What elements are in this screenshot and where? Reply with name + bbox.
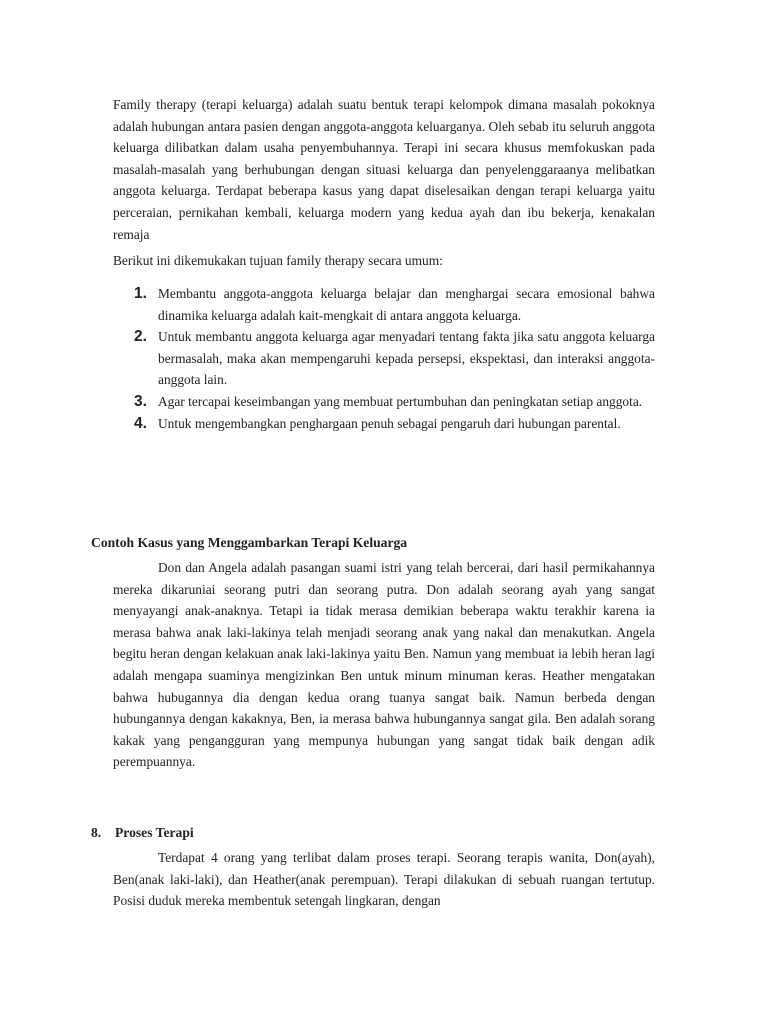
list-item	[113, 391, 655, 413]
list-item-text: Untuk membantu anggota keluarga agar menyadari tentang fakta jika satu anggota keluarga bermasalah, maka akan mempengaruhi kepada persepsi, ekspektasi, dan interaksi anggota-anggota lain.	[158, 329, 655, 388]
list-item-text: Agar tercapai keseimbangan yang membuat pertumbuhan dan peningkatan setiap anggota.	[158, 393, 643, 409]
list-item	[113, 326, 655, 391]
section-title: Proses Terapi	[115, 825, 194, 840]
goals-list	[113, 283, 655, 434]
case-heading: Contoh Kasus yang Menggambarkan Terapi Keluarga	[91, 535, 408, 550]
list-item	[113, 413, 655, 435]
section-number: 8.	[91, 825, 102, 840]
list-number: 4.	[134, 414, 147, 432]
intro-paragraph: Family therapy (terapi keluarga) adalah suatu bentuk terapi kelompok dimana masalah pokoknya adalah hubungan antara pasien dengan anggota-anggota keluarganya. Oleh sebab itu seluruh anggota keluarga dilibatkan dalam usaha penyembuhannya. Terapi ini secara khusus memfokuskan pada masalah-masalah yang berhubungan dengan situasi keluarga dan penyelenggaraanya melibatkan anggota keluarga. Terdapat beberapa kasus yang dapat diselesaikan dengan terapi keluarga yaitu perceraian, pernikahan kembali, keluarga modern yang kedua ayah dan ibu bekerja, kenakalan remaja	[113, 97, 655, 242]
process-paragraph: Terdapat 4 orang yang terlibat dalam proses terapi. Seorang terapis wanita, Don(ayah), Ben(anak laki-laki), dan Heather(anak perempuan). Terapi dilakukan di sebuah ruangan tertutup. Posisi duduk mereka membentuk setengah lingkaran, dengan	[113, 850, 655, 909]
list-item	[113, 283, 655, 326]
list-item-text: Untuk mengembangkan penghargaan penuh sebagai pengaruh dari hubungan parental.	[158, 415, 621, 431]
list-item-text: Membantu anggota-anggota keluarga belajar dan menghargai secara emosional bahwa dinamika keluarga adalah kait-mengkait di antara anggota keluarga.	[158, 286, 655, 323]
case-paragraph: Don dan Angela adalah pasangan suami istri yang telah bercerai, dari hasil permikahannya mereka dikaruniai seorang putri dan seorang putra. Don adalah seorang ayah yang sangat menyayangi anak-anaknya. Tetapi ia tidak merasa demikian beberapa waktu terakhir karena ia merasa bahwa anak laki-lakinya telah menjadi seorang anak yang nakal dan menakutkan. Angela begitu heran dengan kelakuan anak laki-lakinya yaitu Ben. Namun yang membuat ia lebih heran lagi adalah mengapa suaminya mengizinkan Ben untuk minum minuman keras. Heather mengatakan bahwa hubugannya dia dengan kedua orang tuanya sangat baik. Namun berbeda dengan hubungannya dengan kakaknya, Ben, ia merasa bahwa hubungannya sangat gila. Ben adalah sorang kakak yang pengangguran yang mempunya hubungan yang sangat tidak baik dengan adik perempuannya.	[113, 560, 655, 770]
list-number: 2.	[134, 328, 147, 346]
list-number: 3.	[134, 392, 147, 410]
process-heading	[91, 823, 194, 843]
list-number: 1.	[134, 285, 147, 302]
goals-lead-paragraph: Berikut ini dikemukakan tujuan family therapy secara umum:	[113, 253, 443, 268]
